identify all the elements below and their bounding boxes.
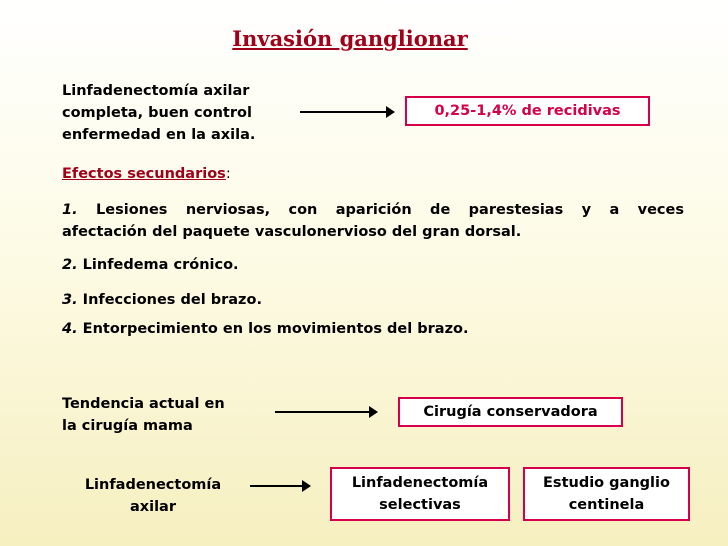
linfadenectomia-selectivas-box (330, 467, 510, 521)
arrow-right-icon (250, 485, 304, 487)
axilar-line-3: enfermedad en la axila. (62, 127, 256, 143)
item-text-cont: afectación del paquete vasculonervioso del gran dorsal. (62, 224, 522, 240)
item-text: Linfedema crónico. (82, 257, 239, 273)
linfadenectomia-axilar (62, 474, 244, 518)
efectos-colon: : (225, 166, 231, 182)
efectos-item-3 (62, 289, 262, 311)
item-text: Infecciones del brazo. (82, 292, 262, 308)
efectos-item-4 (62, 318, 468, 340)
cirugia-conservadora-box: Cirugía conservadora (398, 397, 623, 427)
box2-line-1: Estudio ganglio (543, 475, 670, 491)
item-text: Entorpecimiento en los movimientos del brazo. (82, 321, 469, 337)
item-number: 4. (62, 321, 78, 337)
tendencia-line-1: Tendencia actual en (62, 396, 225, 412)
item-text: Lesiones nerviosas, con aparición de parestesias y a veces (96, 202, 684, 218)
efectos-item-1 (62, 199, 684, 243)
box1-line-2: selectivas (379, 497, 461, 513)
axilar-line-1: Linfadenectomía axilar (62, 83, 250, 99)
tendencia-line-2: la cirugía mama (62, 418, 193, 434)
arrow-right-icon (300, 111, 388, 113)
item-number: 2. (62, 257, 78, 273)
item-number: 1. (62, 202, 78, 218)
estudio-ganglio-box (523, 467, 690, 521)
page-title: Invasión ganglionar (232, 26, 468, 51)
bottom-left-line-2: axilar (129, 499, 176, 515)
bottom-left-line-1: Linfadenectomía (84, 477, 222, 493)
axilar-description (62, 80, 255, 146)
box2-line-2: centinela (568, 497, 645, 513)
efectos-heading-row (62, 163, 231, 185)
axilar-line-2: completa, buen control (62, 105, 252, 121)
box1-line-1: Linfadenectomía (351, 475, 489, 491)
efectos-heading: Efectos secundarios (62, 166, 226, 182)
arrow-right-icon (275, 411, 371, 413)
efectos-item-2 (62, 254, 239, 276)
item-number: 3. (62, 292, 78, 308)
recidivas-box: 0,25-1,4% de recidivas (405, 96, 650, 126)
tendencia-description (62, 393, 225, 437)
